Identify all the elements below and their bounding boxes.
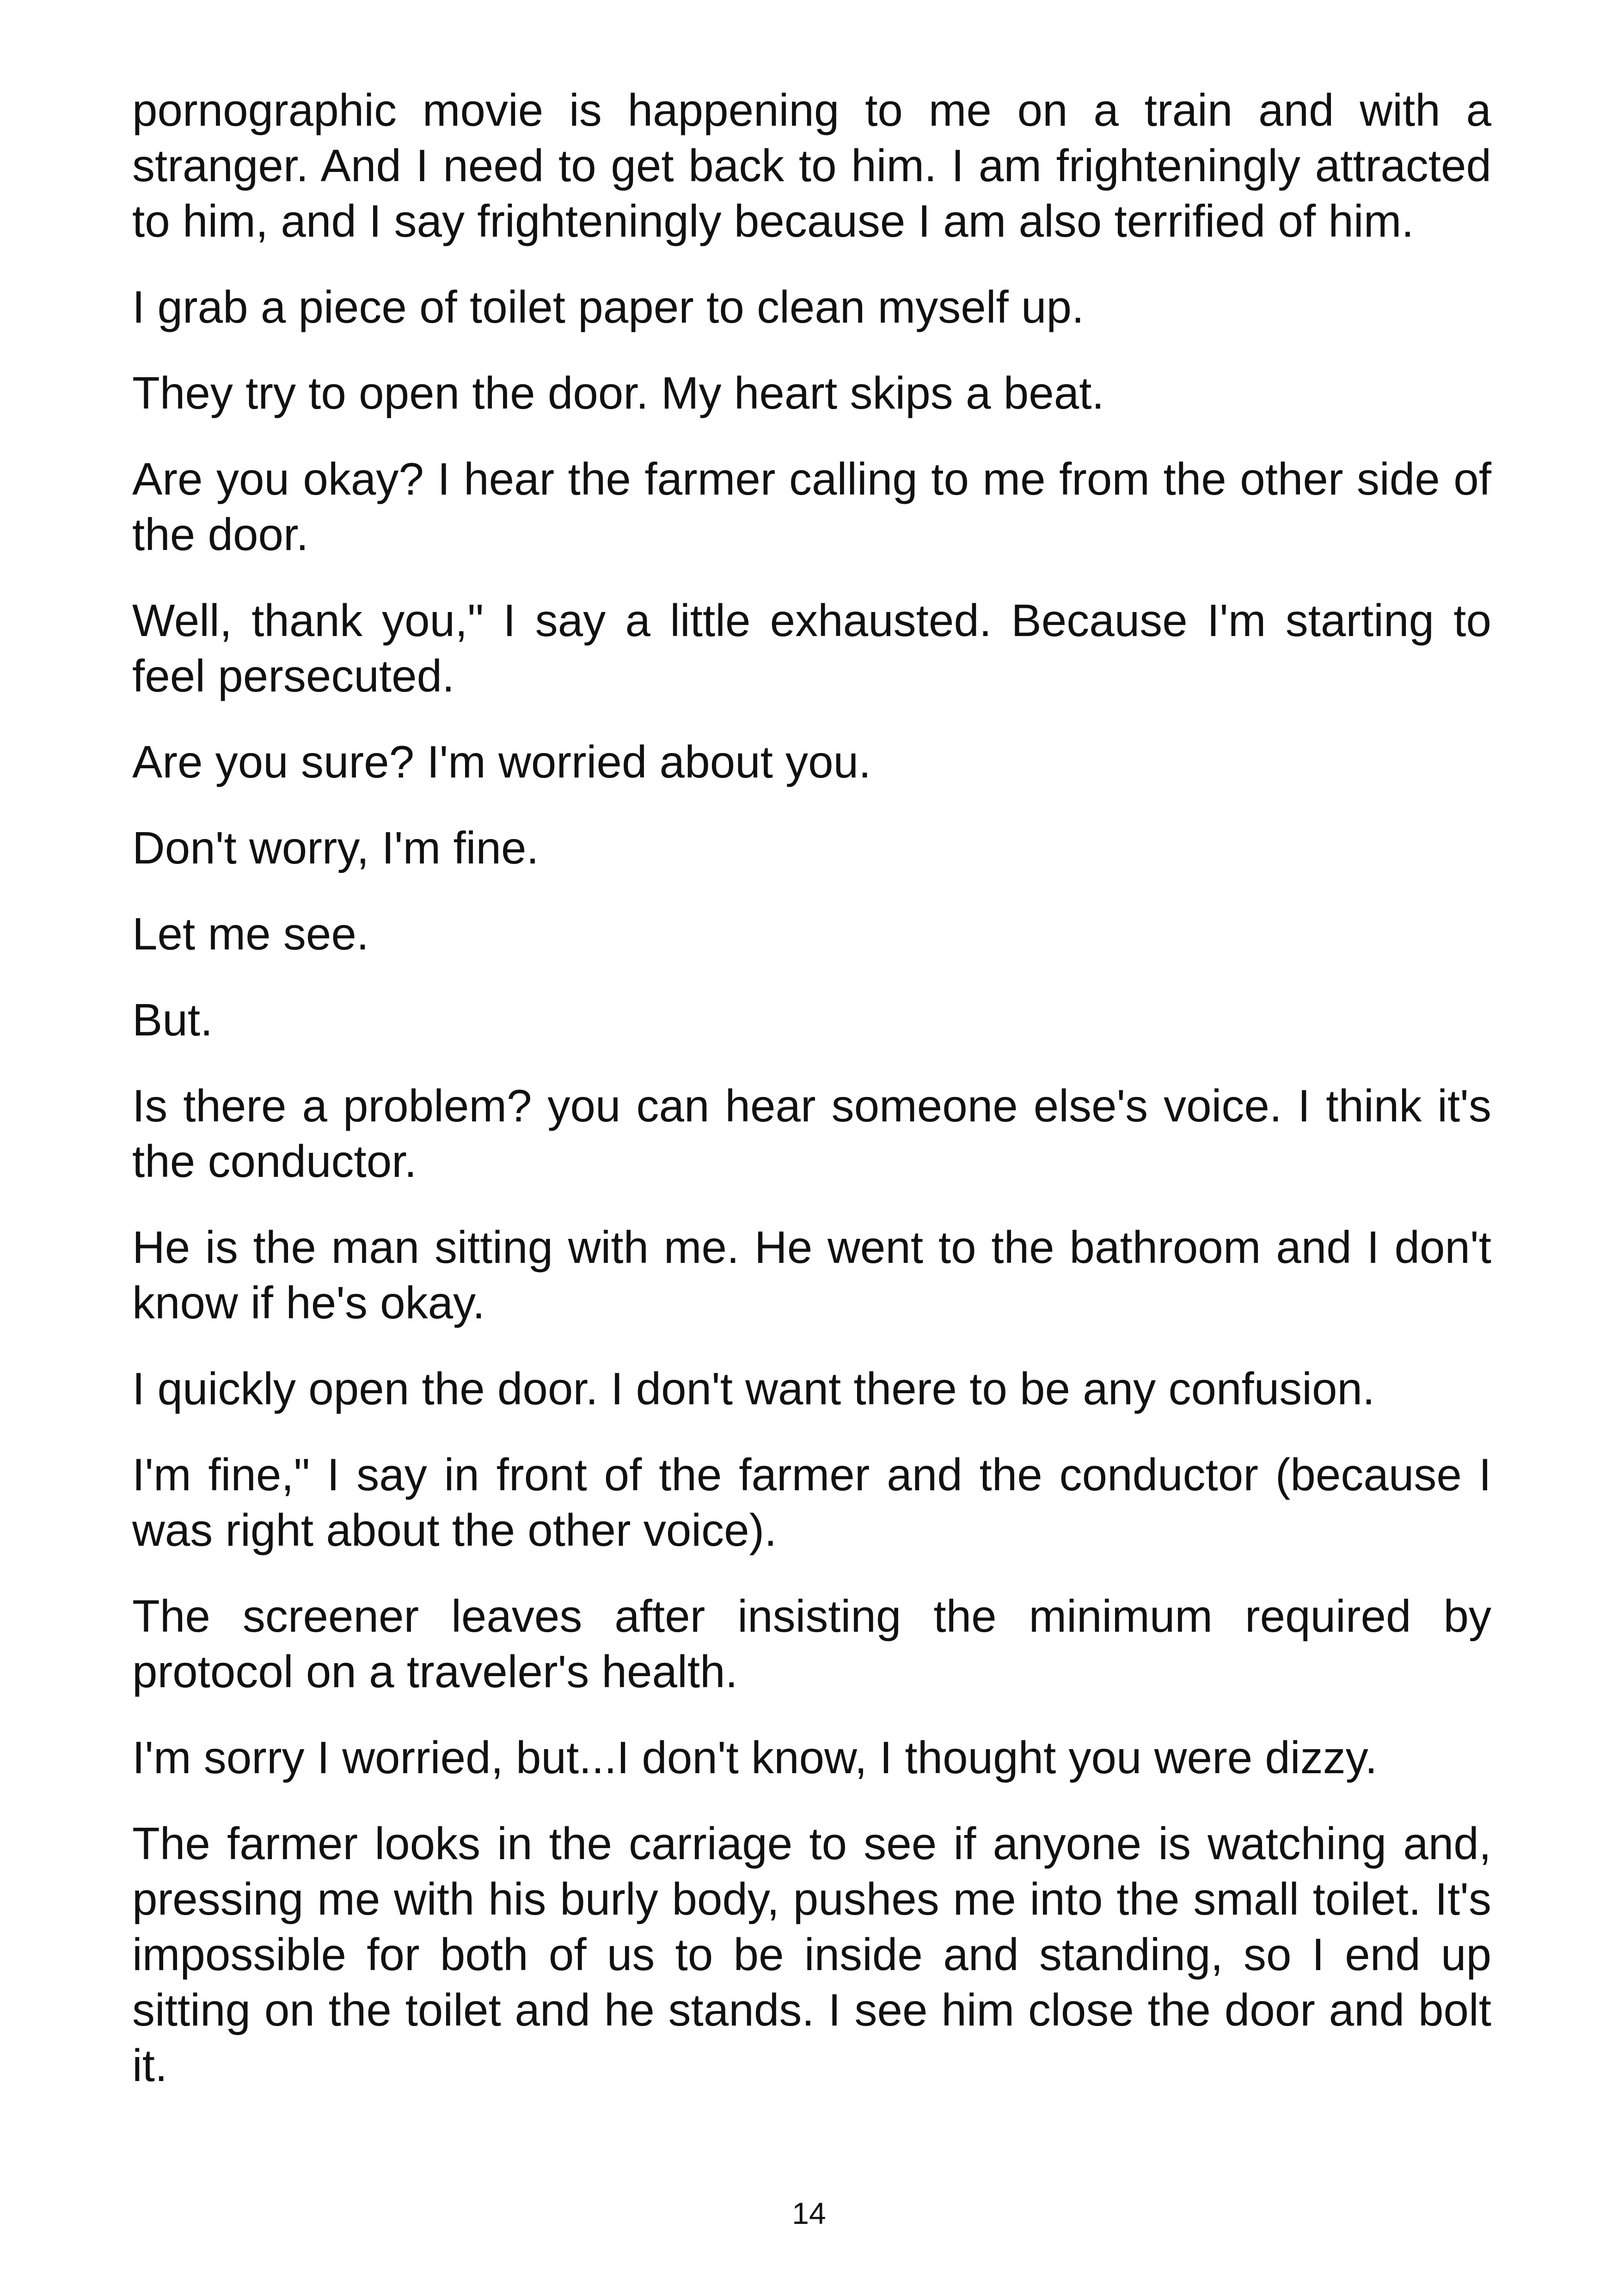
paragraph: I grab a piece of toilet paper to clean myself up. — [132, 282, 1085, 332]
paragraph: Are you okay? I hear the farmer calling to me from the other side of the door. — [132, 453, 1491, 560]
paragraph: Don't worry, I'm fine. — [132, 822, 539, 873]
paragraph: Let me see. — [132, 908, 369, 959]
page-number: 14 — [792, 2196, 826, 2230]
body-text — [132, 82, 1491, 2124]
paragraph: I'm sorry I worried, but...I don't know, I thought you were dizzy. — [132, 1732, 1378, 1783]
paragraph: Well, thank you," I say a little exhausted. Because I'm starting to feel persecuted. — [132, 595, 1491, 701]
paragraph: I quickly open the door. I don't want there to be any confusion. — [132, 1363, 1375, 1414]
paragraph: He is the man sitting with me. He went to the bathroom and I don't know if he's okay. — [132, 1222, 1491, 1328]
paragraph: But. — [132, 994, 213, 1045]
paragraph: The screener leaves after insisting the minimum required by protocol on a traveler's health. — [132, 1591, 1491, 1697]
paragraph: Is there a problem? you can hear someone else's voice. I think it's the conductor. — [132, 1080, 1491, 1187]
paragraph: I'm fine," I say in front of the farmer and the conductor (because I was right about the other voice). — [132, 1449, 1491, 1555]
paragraph: The farmer looks in the carriage to see if anyone is watching and, pressing me with his burly body, pushes me into the small toilet. It's impossible for both of us to be inside and standing, so I end up sitting on the toilet and he stands. I see him close the door and bolt it. — [132, 1818, 1491, 2091]
paragraph: pornographic movie is happening to me on a train and with a stranger. And I need to get back to him. I am frighteningly attracted to him, and I say frighteningly because I am also terrified of him. — [132, 85, 1491, 246]
paragraph: Are you sure? I'm worried about you. — [132, 736, 871, 787]
paragraph: They try to open the door. My heart skips a beat. — [132, 367, 1104, 418]
